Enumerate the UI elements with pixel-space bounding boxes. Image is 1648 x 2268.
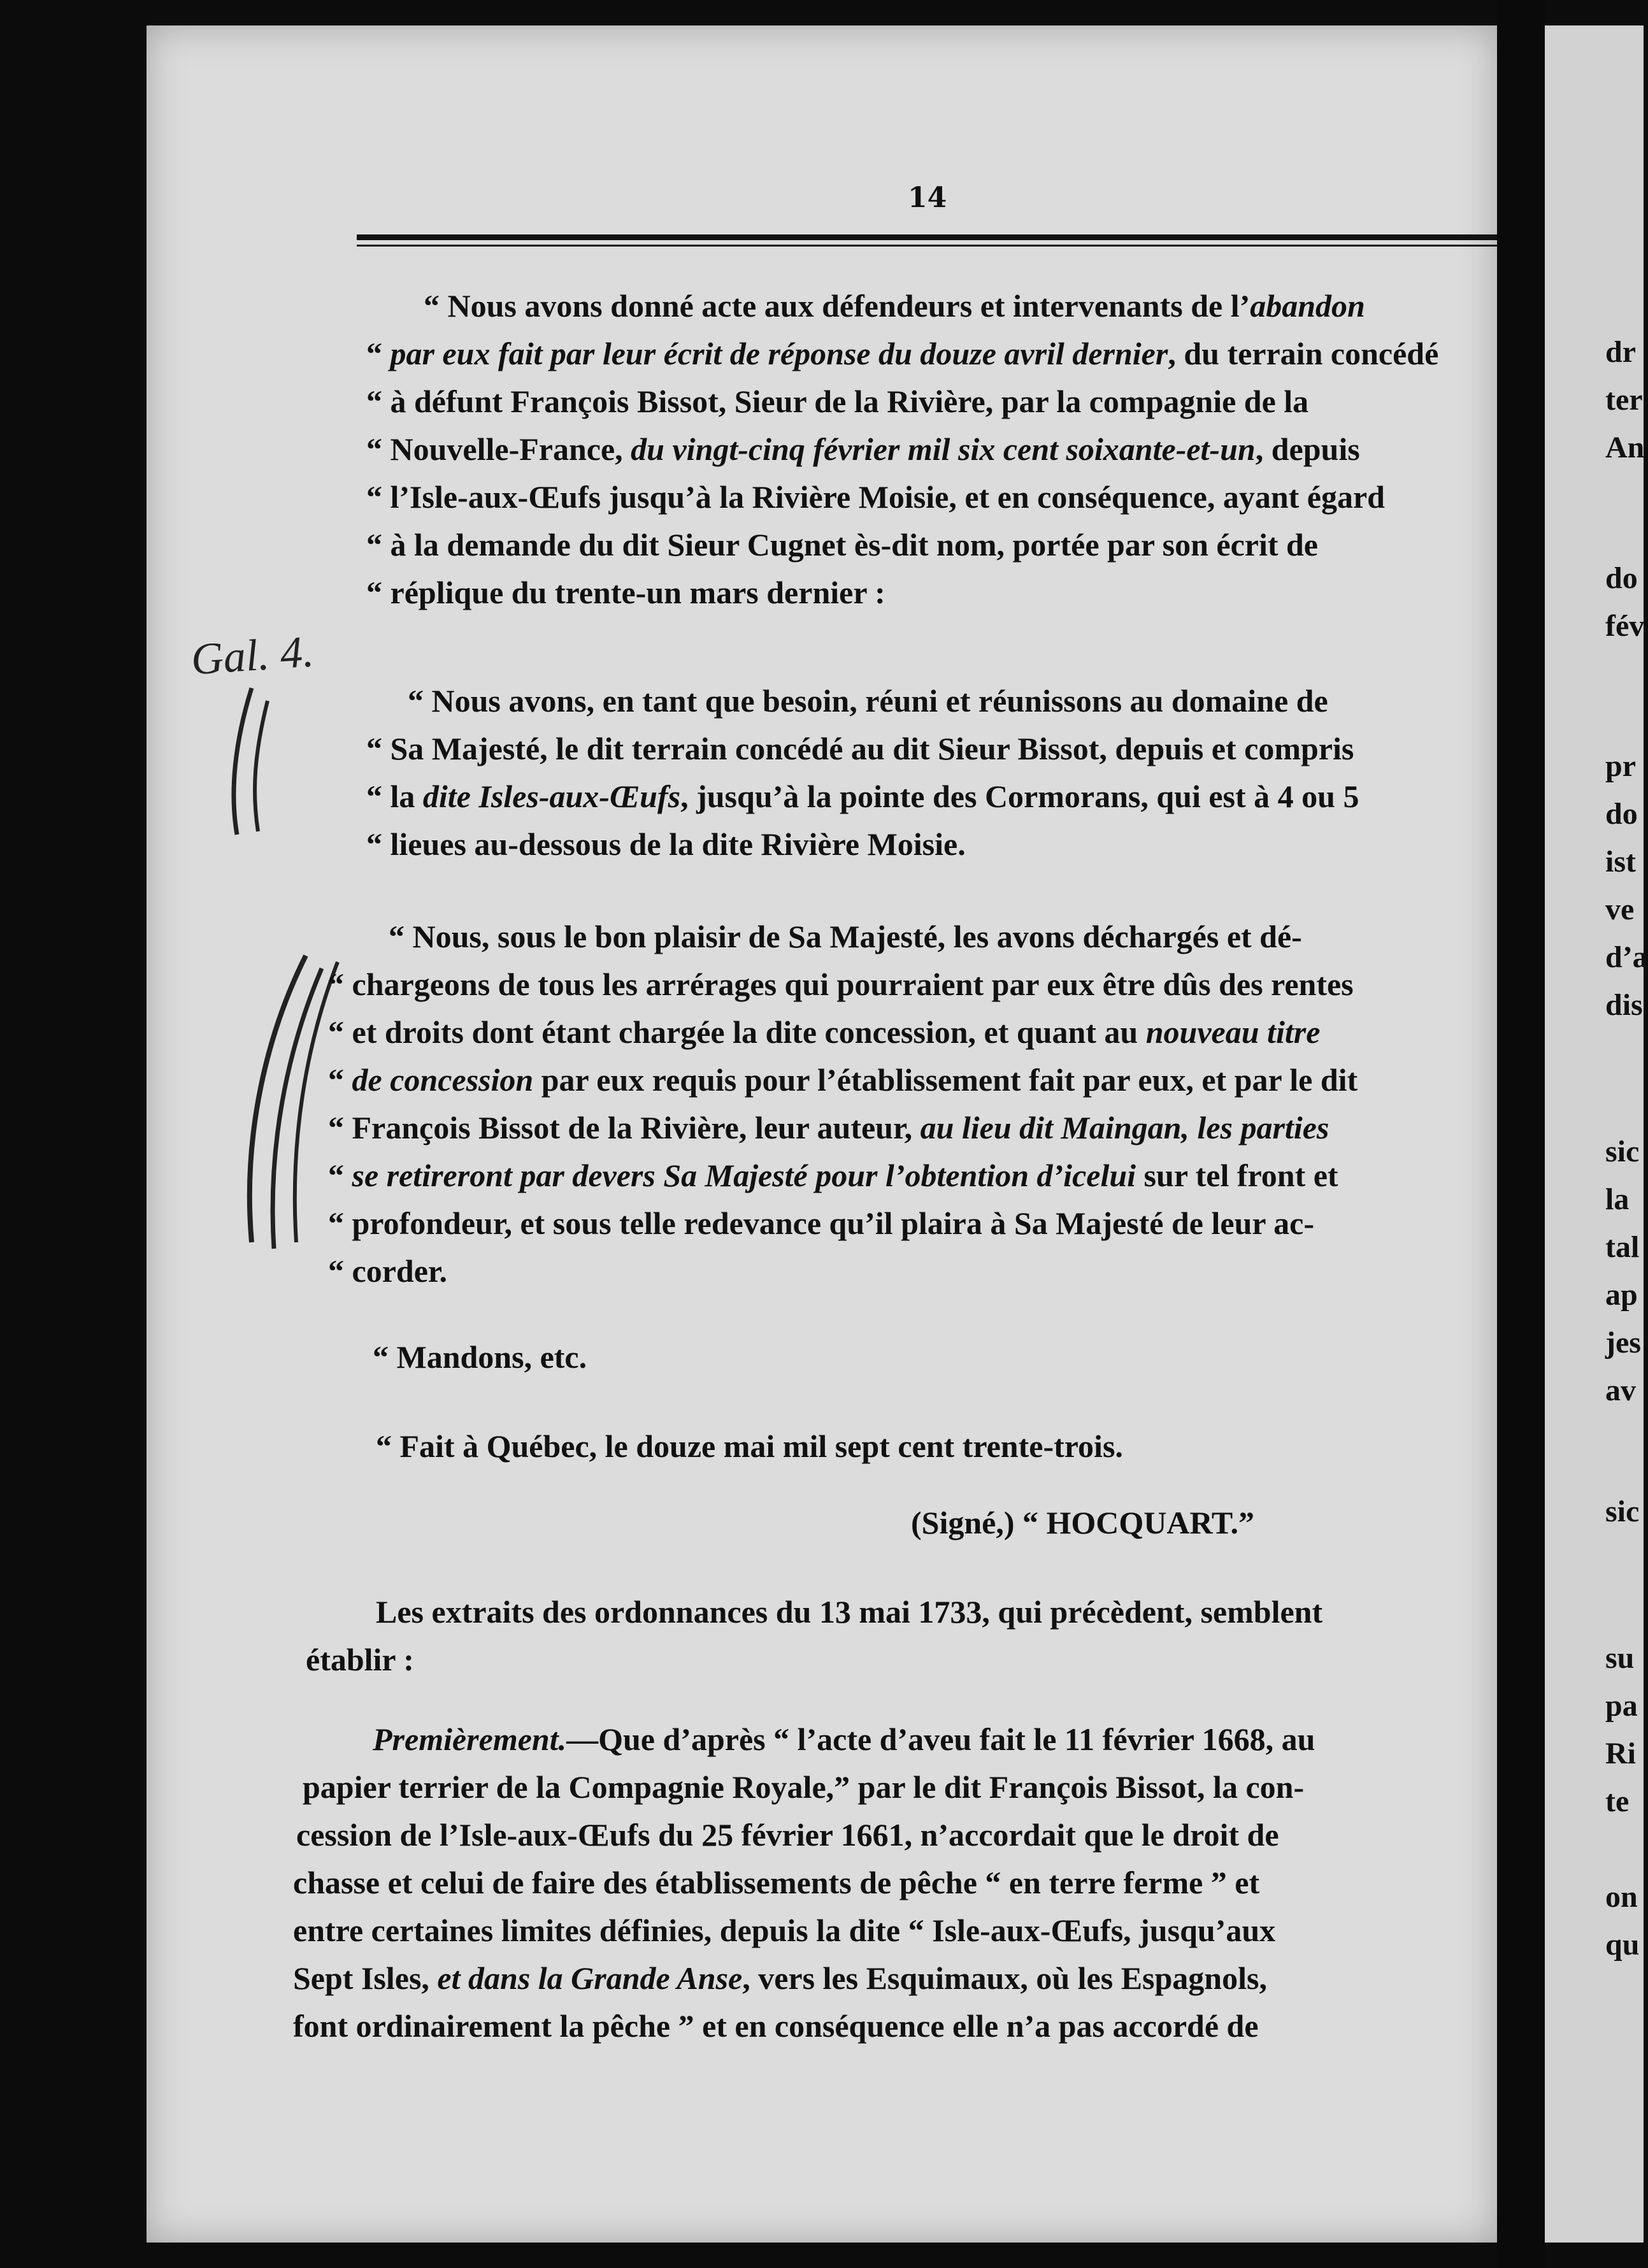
text-line: [373, 1338, 587, 1376]
text-line: [303, 1768, 1304, 1806]
text-line: [366, 573, 885, 612]
italic-text: au lieu dit Maingan, les parties: [920, 1110, 1329, 1145]
text-span: “: [328, 1158, 352, 1193]
text-span: “ Mandons, etc.: [373, 1339, 587, 1375]
adjacent-page-fragment: su: [1605, 1641, 1635, 1675]
text-span: (Signé,) “ HOCQUART.”: [911, 1505, 1254, 1540]
text-span: , vers les Esquimaux, où les Espagnols,: [742, 1960, 1267, 1996]
text-line: [366, 334, 1438, 373]
text-span: entre certaines limites définies, depuis la dite “ Isle-aux-Œufs, jusqu’aux: [293, 1913, 1276, 1948]
text-line: [911, 1504, 1254, 1542]
text-line: [366, 478, 1385, 516]
adjacent-page-fragment: pa: [1605, 1689, 1638, 1723]
adjacent-page-fragment: ter: [1605, 383, 1643, 417]
adjacent-page-fragment: jes: [1605, 1326, 1641, 1360]
text-line: [366, 430, 1360, 468]
text-line: [296, 1816, 1279, 1854]
text-span: “ lieues au-dessous de la dite Rivière Moisie.: [366, 826, 966, 862]
text-span: établir :: [306, 1642, 414, 1677]
italic-text: abandon: [1250, 288, 1365, 324]
text-span: “ corder.: [328, 1253, 447, 1289]
text-line: [293, 2007, 1259, 2045]
text-span: “: [366, 336, 391, 371]
text-line: [373, 1720, 1315, 1758]
adjacent-page-fragment: av: [1605, 1374, 1636, 1407]
adjacent-page-fragment: dis: [1605, 988, 1643, 1022]
text-line: [376, 1593, 1322, 1631]
adjacent-page-fragment: te: [1605, 1784, 1630, 1818]
text-line: [366, 729, 1354, 768]
adjacent-page-fragment: Ri: [1605, 1737, 1636, 1770]
text-span: —Que d’après “ l’acte d’aveu fait le 11 février 1668, au: [566, 1721, 1315, 1757]
adjacent-page-fragment: tal: [1605, 1230, 1640, 1264]
text-span: par eux requis pour l’établissement fait par eux, et par le dit: [533, 1062, 1358, 1098]
text-span: sur tel front et: [1136, 1158, 1338, 1193]
text-line: [328, 1156, 1338, 1195]
italic-text: par eux fait par leur écrit de réponse du douze avril dernier: [390, 336, 1168, 371]
adjacent-page-fragment: ist: [1605, 845, 1636, 879]
adjacent-page-fragment: sic: [1605, 1495, 1640, 1528]
text-line: [328, 1204, 1314, 1242]
adjacent-page-fragment: sic: [1605, 1135, 1640, 1168]
text-span: “ à la demande du dit Sieur Cugnet ès-dit nom, portée par son écrit de: [366, 527, 1318, 563]
text-span: “ et droits dont étant chargée la dite concession, et quant au: [328, 1014, 1146, 1050]
text-span: papier terrier de la Compagnie Royale,” par le dit François Bissot, la con-: [303, 1769, 1305, 1805]
text-line: [293, 1959, 1267, 1997]
text-line: [293, 1863, 1259, 1902]
adjacent-page-fragment: do: [1605, 797, 1638, 831]
text-span: “ chargeons de tous les arrérages qui pourraient par eux être dûs des rentes: [328, 966, 1354, 1002]
italic-text: et dans la Grande Anse: [437, 1960, 743, 1996]
adjacent-page-fragment: la: [1605, 1182, 1630, 1216]
text-line: [366, 382, 1308, 420]
text-line: [366, 777, 1359, 815]
text-line: [408, 682, 1328, 720]
text-span: font ordinairement la pêche ” et en conséquence elle n’a pas accordé de: [293, 2008, 1259, 2044]
text-span: , jusqu’à la pointe des Cormorans, qui est à 4 ou 5: [680, 779, 1359, 814]
text-span: “ Nous avons, en tant que besoin, réuni et réunissons au domaine de: [408, 683, 1328, 719]
text-span: “ François Bissot de la Rivière, leur auteur,: [328, 1110, 921, 1145]
italic-text: de concession: [352, 1062, 534, 1098]
text-span: “ à défunt François Bissot, Sieur de la Rivière, par la compagnie de la: [366, 384, 1309, 419]
adjacent-page-fragment: ap: [1605, 1278, 1638, 1312]
text-span: “ la: [366, 779, 423, 814]
text-line: [328, 1252, 447, 1290]
italic-text: se retireront par devers Sa Majesté pour l’obtention d’icelui: [352, 1158, 1136, 1193]
text-span: “: [328, 1062, 352, 1098]
text-line: [328, 1109, 1329, 1147]
text-line: [424, 287, 1365, 325]
adjacent-page-fragment: do: [1605, 561, 1638, 595]
adjacent-page-fragment: fév: [1605, 609, 1645, 643]
text-span: “ l’Isle-aux-Œufs jusqu’à la Rivière Moisie, et en conséquence, ayant égard: [366, 479, 1385, 515]
text-span: “ Nouvelle-France,: [366, 431, 631, 467]
adjacent-page-fragment: ve: [1605, 893, 1635, 926]
text-span: “ Sa Majesté, le dit terrain concédé au dit Sieur Bissot, depuis et compris: [366, 731, 1354, 766]
text-span: Les extraits des ordonnances du 13 mai 1733, qui précèdent, semblent: [376, 1594, 1323, 1630]
italic-text: dite Isles-aux-Œufs: [422, 779, 681, 814]
text-span: , depuis: [1255, 431, 1360, 467]
text-line: [293, 1911, 1275, 1949]
text-span: chasse et celui de faire des établissements de pêche “ en terre ferme ” et: [293, 1865, 1260, 1900]
adjacent-page-fragment: dr: [1605, 335, 1636, 369]
adjacent-page-fragment: pr: [1605, 749, 1636, 783]
adjacent-page-fragment: on: [1605, 1880, 1638, 1914]
text-span: “ Nous avons donné acte aux défendeurs et intervenants de l’: [424, 288, 1250, 324]
text-span: “ Fait à Québec, le douze mai mil sept cent trente-trois.: [376, 1428, 1123, 1464]
italic-text: du vingt-cinq février mil six cent soixante-et-un: [631, 431, 1256, 467]
text-line: [328, 1061, 1358, 1099]
italic-text: Premièrement.: [373, 1721, 567, 1757]
text-line: [328, 1013, 1320, 1051]
text-line: [376, 1427, 1123, 1465]
text-span: “ réplique du trente-un mars dernier :: [366, 575, 885, 610]
text-span: “ Nous, sous le bon plaisir de Sa Majesté, les avons déchargés et dé-: [389, 919, 1302, 954]
text-line: [389, 917, 1302, 956]
text-line: [328, 965, 1354, 1003]
italic-text: nouveau titre: [1145, 1014, 1321, 1050]
handwritten-margin-note: Gal. 4.: [189, 627, 315, 685]
adjacent-page-fragment: An: [1605, 431, 1645, 464]
page-number: 14: [908, 182, 947, 214]
adjacent-page-fragment: qu: [1605, 1928, 1640, 1962]
text-span: cession de l’Isle-aux-Œufs du 25 février 1661, n’accordait que le droit de: [296, 1817, 1279, 1853]
text-span: “ profondeur, et sous telle redevance qu’il plaira à Sa Majesté de leur ac-: [328, 1205, 1315, 1241]
text-span: , du terrain concédé: [1168, 336, 1439, 371]
adjacent-page-fragment: d’a: [1605, 940, 1648, 974]
text-line: [306, 1640, 414, 1679]
text-span: Sept Isles,: [293, 1960, 438, 1996]
text-line: [366, 526, 1318, 564]
text-line: [366, 825, 966, 863]
